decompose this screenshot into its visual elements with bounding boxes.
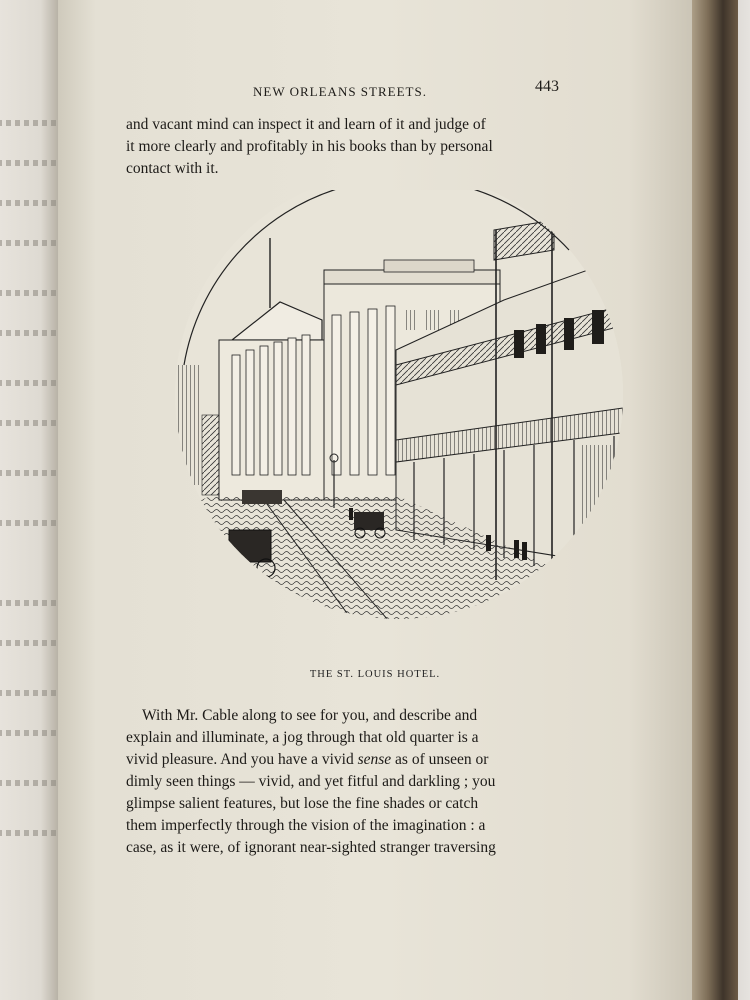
running-head-title: NEW ORLEANS STREETS. xyxy=(253,84,427,99)
text-run: as of unseen or xyxy=(391,751,489,768)
text-line xyxy=(126,749,632,771)
text-line: dimly seen things — vivid, and yet fitful and darkling ; you xyxy=(126,773,496,790)
text-line: and vacant mind can inspect it and learn of it and judge of xyxy=(126,116,486,133)
facing-page xyxy=(0,0,58,1000)
text-line: glimpse salient features, but lose the fine shades or catch xyxy=(126,795,479,812)
book-page xyxy=(58,0,692,1000)
text-run: vivid pleasure. And you have a vivid xyxy=(126,751,358,768)
page-number: 443 xyxy=(535,78,559,95)
text-line: it more clearly and profitably in his books than by personal xyxy=(126,138,493,155)
text-line: With Mr. Cable along to see for you, and describe and xyxy=(142,707,478,724)
st-louis-hotel-engraving xyxy=(174,190,644,650)
text-line: contact with it. xyxy=(126,160,219,177)
illustration-caption: THE ST. LOUIS HOTEL. xyxy=(309,669,441,680)
paragraph-top xyxy=(126,114,632,180)
paragraph-main xyxy=(126,705,632,859)
text-line: them imperfectly through the vision of the imagination : a xyxy=(126,817,486,834)
emphasis-word: sense xyxy=(357,751,392,768)
text-line: case, as it were, of ignorant near-sighted stranger traversing xyxy=(126,839,496,856)
book-page-edges xyxy=(688,0,738,1000)
text-line: explain and illuminate, a jog through that old quarter is a xyxy=(126,729,479,746)
